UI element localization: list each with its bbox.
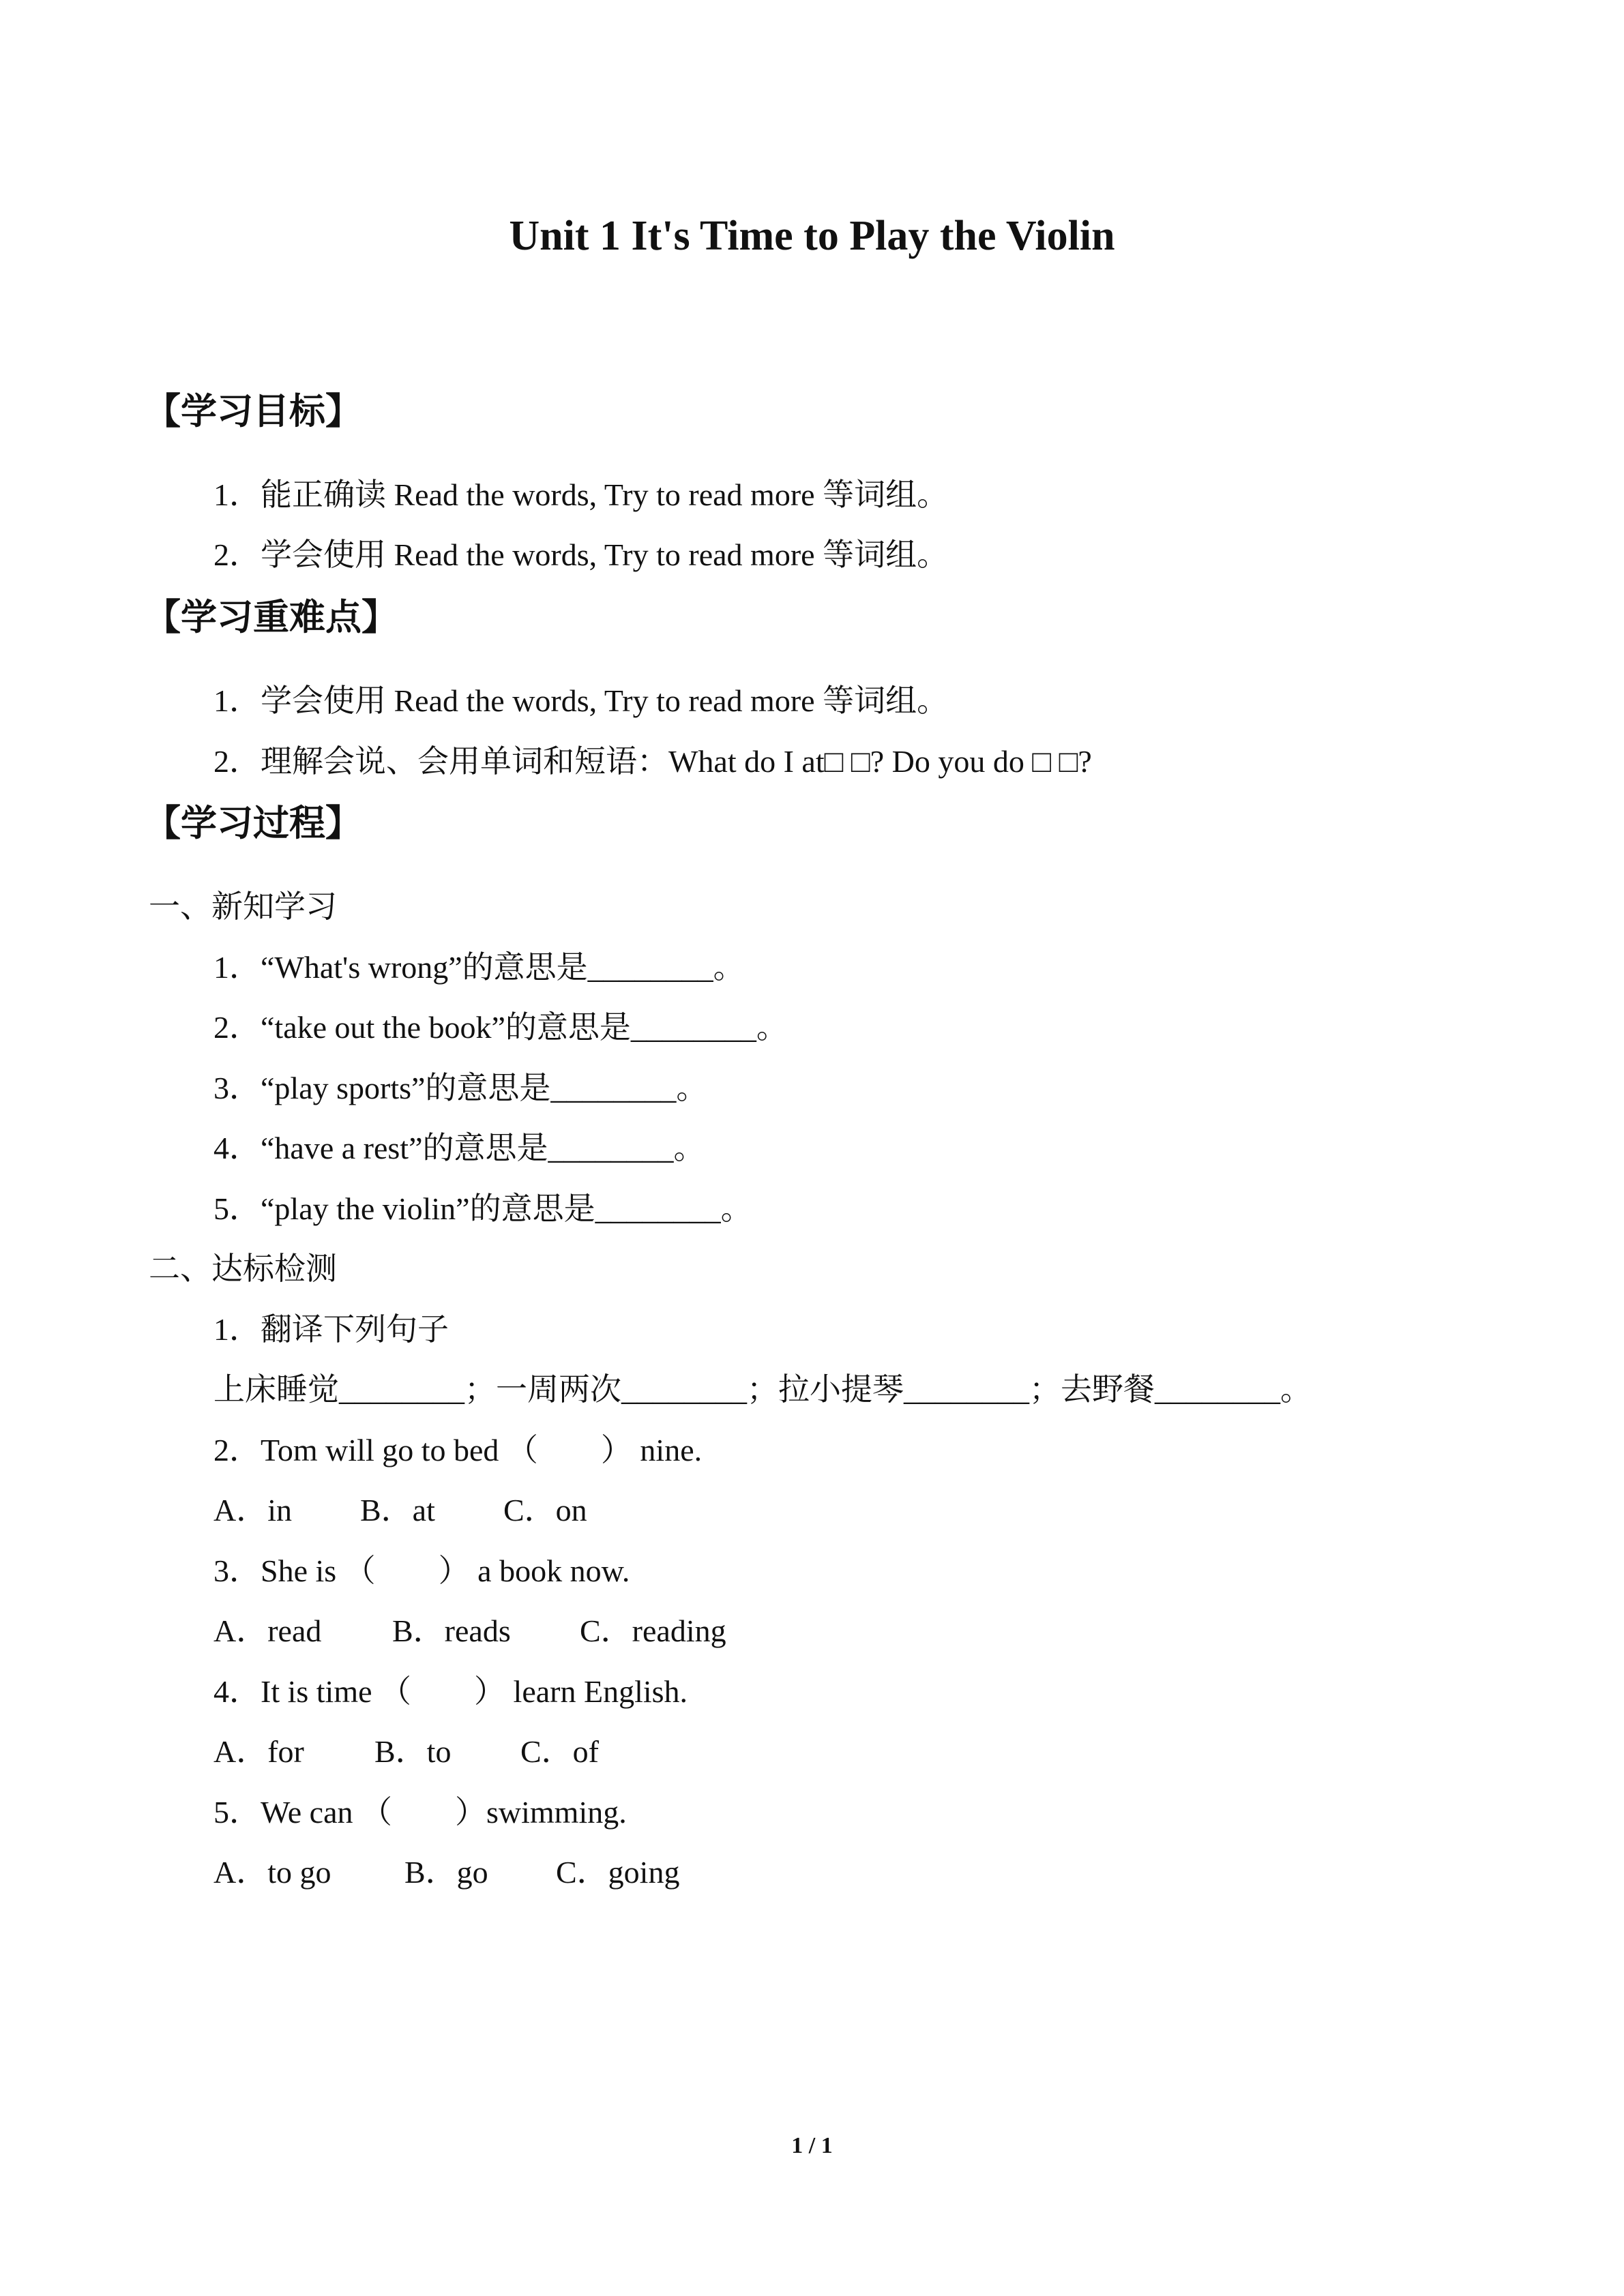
part2-title: 二、达标检测	[149, 1251, 337, 1286]
section-heading-process: 【学习过程】	[145, 804, 361, 844]
part1-item-3: 3．“play sports”的意思是________。	[213, 1071, 708, 1105]
option-a: A．to go	[213, 1855, 331, 1890]
document-title: Unit 1 It's Time to Play the Violin	[509, 213, 1115, 259]
option-a: A．for	[213, 1734, 304, 1769]
goal-item-1: 1．能正确读 Read the words, Try to read more 等词组。	[213, 477, 949, 512]
option-b: B．at	[360, 1493, 435, 1527]
part2-q1-title: 1．翻译下列句子	[213, 1312, 449, 1347]
option-c: C．on	[503, 1493, 587, 1527]
option-b: B．reads	[392, 1613, 511, 1648]
part2-q1-line: 上床睡觉________；一周两次________；拉小提琴________；去野餐________。	[213, 1372, 1312, 1407]
option-c: C．going	[556, 1855, 680, 1890]
section-heading-goals: 【学习目标】	[145, 392, 361, 432]
page-number: 1 / 1	[791, 2133, 833, 2158]
question-4-stem: 4．It is time （ ） learn English.	[213, 1674, 688, 1709]
option-a: A．in	[213, 1493, 292, 1527]
option-b: B．go	[404, 1855, 488, 1890]
question-3-stem: 3．She is （ ） a book now.	[213, 1553, 630, 1588]
question-2-stem: 2．Tom will go to bed （ ） nine.	[213, 1433, 703, 1467]
question-4-options	[213, 1736, 599, 1768]
part1-title: 一、新知学习	[149, 889, 337, 924]
question-5-options	[213, 1857, 679, 1888]
question-2-options	[213, 1495, 587, 1526]
goal-item-2: 2．学会使用 Read the words, Try to read more 等词组。	[213, 537, 949, 572]
key-point-item-2: 2．理解会说、会用单词和短语：What do I at□ □? Do you do □ □?	[213, 744, 1092, 779]
section-heading-key-points: 【学习重难点】	[145, 598, 398, 638]
option-b: B．to	[374, 1734, 452, 1769]
part1-item-2: 2．“take out the book”的意思是________。	[213, 1010, 788, 1045]
question-3-options	[213, 1615, 726, 1647]
part1-item-1: 1．“What's wrong”的意思是________。	[213, 950, 745, 985]
part1-item-4: 4．“have a rest”的意思是________。	[213, 1131, 705, 1165]
option-a: A．read	[213, 1613, 322, 1648]
option-c: C．of	[520, 1734, 599, 1769]
option-c: C．reading	[580, 1613, 726, 1648]
question-5-stem: 5．We can （ ）swimming.	[213, 1795, 627, 1830]
key-point-item-1: 1．学会使用 Read the words, Try to read more 等词组。	[213, 683, 949, 718]
part1-item-5: 5．“play the violin”的意思是________。	[213, 1191, 752, 1226]
